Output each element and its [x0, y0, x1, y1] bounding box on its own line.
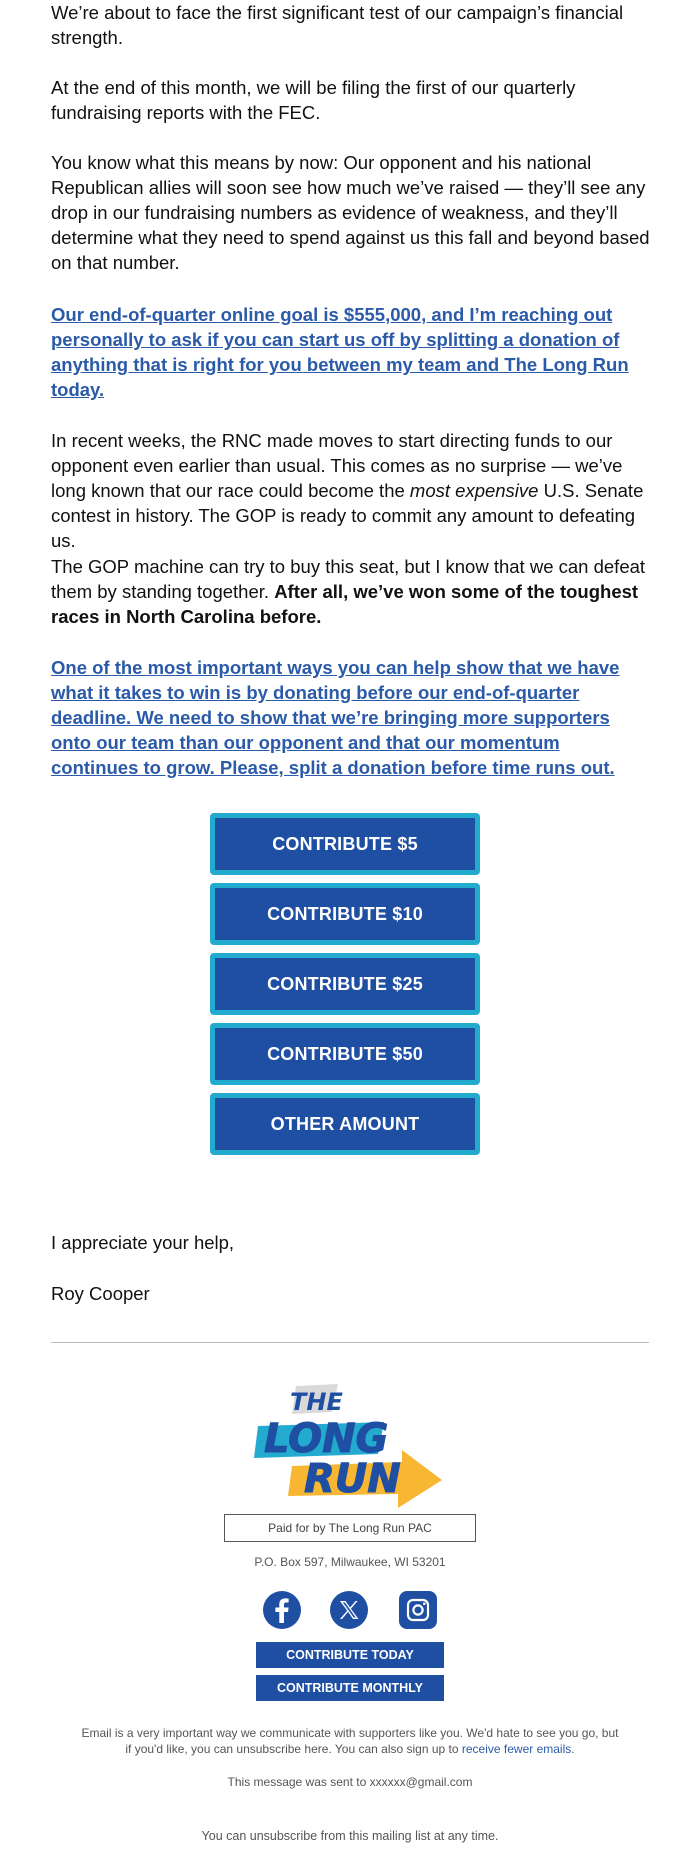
unsubscribe-notice-text: Email is a very important way we communicate with supporters like you. We'd hate to see you go, but if you'd like, you can unsubscribe here. You can also sign up to	[81, 1726, 619, 1756]
unsubscribe-footer-link[interactable]: You can unsubscribe from this mailing list at any time.	[201, 1829, 499, 1843]
sent-to-email: xxxxxx@gmail.com	[369, 1775, 473, 1789]
paragraph-6-bold: After all, we’ve won some of the toughest races in North Carolina before.	[51, 581, 639, 627]
fewer-emails-link[interactable]: receive fewer emails	[461, 1742, 572, 1756]
unsubscribe-notice-end: .	[571, 1742, 575, 1756]
paragraph-5-emphasis: most expensive	[409, 480, 539, 501]
contribute-25-button[interactable]: CONTRIBUTE $25	[210, 953, 480, 1015]
contribute-5-button[interactable]: CONTRIBUTE $5	[210, 813, 480, 875]
unsubscribe-notice	[80, 1725, 620, 1757]
facebook-icon[interactable]	[262, 1590, 302, 1630]
sent-to-line	[0, 1775, 700, 1789]
long-run-logo[interactable]	[252, 1382, 448, 1508]
closing-line: I appreciate your help,	[51, 1232, 235, 1253]
other-amount-button[interactable]: OTHER AMOUNT	[210, 1093, 480, 1155]
logo-text-run: RUN	[304, 1456, 401, 1502]
mailing-address: P.O. Box 597, Milwaukee, WI 53201	[254, 1555, 446, 1569]
x-icon[interactable]	[329, 1590, 369, 1630]
sent-to-label: This message was sent to	[227, 1775, 370, 1789]
contribute-10-button[interactable]: CONTRIBUTE $10	[210, 883, 480, 945]
paragraph-6	[51, 554, 651, 629]
instagram-icon[interactable]	[398, 1590, 438, 1630]
divider	[51, 1342, 649, 1343]
contribute-buttons	[210, 813, 490, 1163]
paid-for-box: Paid for by The Long Run PAC	[224, 1514, 476, 1542]
contribute-today-button[interactable]: CONTRIBUTE TODAY	[256, 1642, 444, 1668]
contribute-50-button[interactable]: CONTRIBUTE $50	[210, 1023, 480, 1085]
deadline-link[interactable]: One of the most important ways you can help show that we have what it takes to win is by donating before our end-of-quarter deadline. We need to show that we’re bringing more supporters onto our team than our opponent and that our momentum continues to grow. Please, split a donation before time runs out.	[51, 657, 620, 778]
logo-text-long: LONG	[264, 1416, 389, 1462]
contribute-monthly-button[interactable]: CONTRIBUTE MONTHLY	[256, 1675, 444, 1701]
goal-link[interactable]: Our end-of-quarter online goal is $555,000, and I’m reaching out personally to ask if you can start us off by splitting a donation of anything that is right for you between my team and The Long Run today.	[51, 304, 629, 400]
signature: Roy Cooper	[51, 1283, 150, 1304]
paragraph-5-text-a: In recent weeks, the RNC made moves to start directing funds to our opponent even earlier than usual. This comes as no surprise — we’ve long known that our race could become the	[51, 430, 623, 501]
logo-text-the: THE	[290, 1388, 343, 1416]
paragraph-2: At the end of this month, we will be filing the first of our quarterly fundraising reports with the FEC.	[51, 77, 576, 123]
paragraph-6-text: The GOP machine can try to buy this seat, but I know that we can defeat them by standing together.	[51, 556, 646, 602]
paragraph-5	[51, 428, 651, 553]
paragraph-5-text-b: U.S. Senate contest in history. The GOP is ready to commit any amount to defeating us.	[51, 480, 644, 551]
paragraph-1: We’re about to face the first significant test of our campaign’s financial strength.	[51, 2, 624, 48]
paragraph-3: You know what this means by now: Our opponent and his national Republican allies will soon see how much we’ve raised — they’ll see any drop in our fundraising numbers as evidence of weakness, and they’ll determine what they need to spend against us this fall and beyond based on that number.	[51, 152, 650, 273]
